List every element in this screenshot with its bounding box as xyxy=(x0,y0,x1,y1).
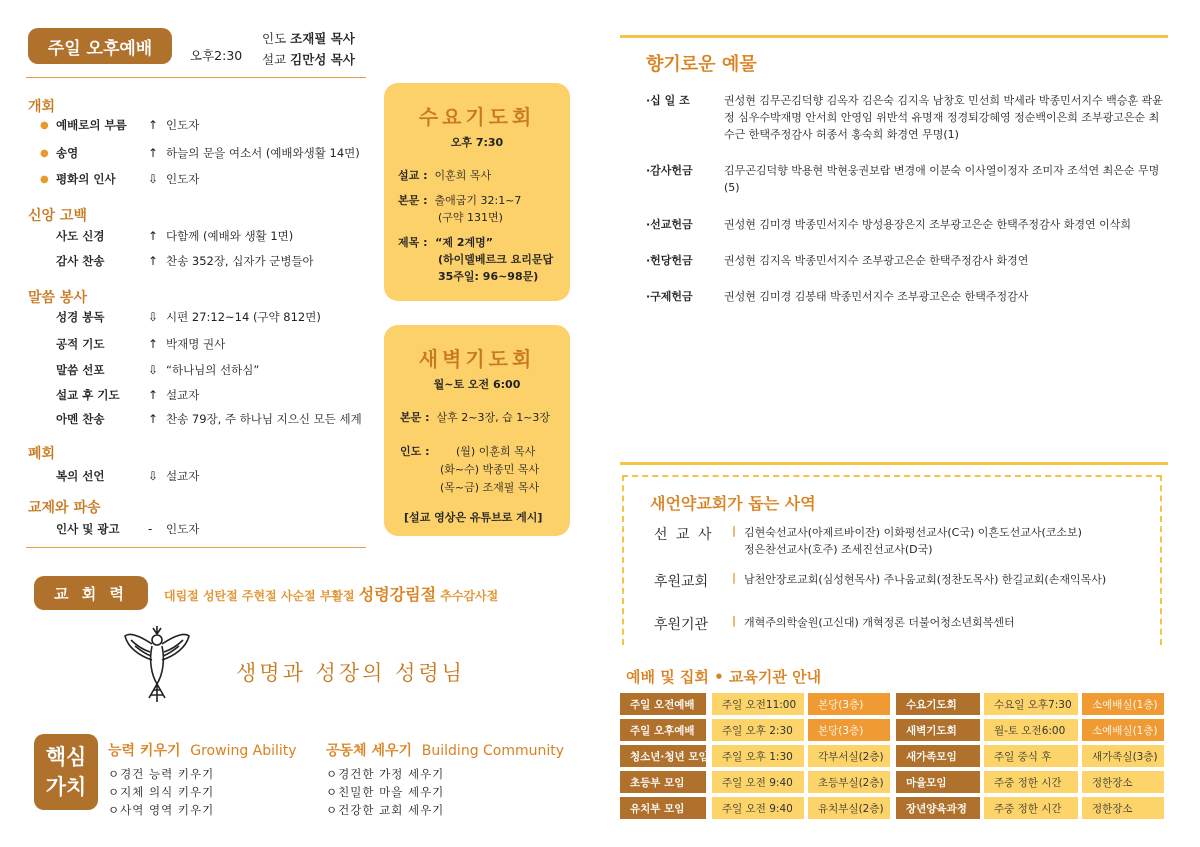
calendar-seasons: 대림절 성탄절 주현절 사순절 부활절 성령강림절 추수감사절 xyxy=(164,585,499,604)
guide-cell: 주일 오전 9:40 xyxy=(712,771,804,793)
guide-cell: 주일 오후 1:30 xyxy=(712,745,804,767)
guide-cell: 주일 오후예배 xyxy=(620,719,706,741)
mission-row-institutions: 후원기관 | 개혁주의학술원(고신대) 개혁정론 더불어청소년회복센터 xyxy=(654,614,1015,633)
guide-cell: 주일 오후 2:30 xyxy=(712,719,804,741)
dawn-lead-1: (월) 이훈희 목사 xyxy=(456,445,536,458)
offering-row: ·선교헌금 권성현 김미경 박종민서지수 방성용장은지 조부광고은순 한택주정감사 화경연 이삭희 xyxy=(646,218,1132,231)
guide-cell: 월-토 오전6:00 xyxy=(984,719,1078,741)
order-row: ● 예배로의 부름 ↑ 인도자 xyxy=(40,118,200,132)
order-row: ● 평화의 인사 ⇩ 인도자 xyxy=(40,172,200,186)
guide-cell: 장년양육과정 xyxy=(896,797,980,819)
offering-row: ·구제헌금 권성현 김미경 김봉태 박종민서지수 조부광고은순 한택주정감사 xyxy=(646,290,1029,303)
section-opening: 개회 xyxy=(28,99,56,115)
mission-row-churches: 후원교회 | 남천안장로교회(심성현목사) 주나움교회(정찬도목사) 한길교회(손재익목사) xyxy=(654,571,1107,590)
guide-cell: 주일 오전 9:40 xyxy=(712,797,804,819)
offering-row: ·감사헌금 김무곤김덕향 박용현 박현웅권보람 변경애 이분숙 이사열이정자 조미자 조석연 최은순 무명(5) xyxy=(646,164,1160,194)
offerings-title: 향기로운 예물 xyxy=(646,54,757,75)
guide-cell: 새가족모임 xyxy=(896,745,980,767)
wednesday-text: 본문 : 출애굽기 32:1~7 xyxy=(398,194,522,207)
dawn-text: 본문 : 살후 2~3장, 습 1~3장 xyxy=(400,411,551,424)
dawn-lead-label: 인도 : xyxy=(400,445,430,458)
dawn-time: 월~토 오전 6:00 xyxy=(433,378,521,391)
order-row: 성경 봉독 ⇩ 시편 27:12~14 (구약 812면) xyxy=(56,310,321,324)
core-values-title: 핵심 가치 xyxy=(34,734,98,810)
calendar-current-season: 성령강림절 xyxy=(358,585,437,604)
missions-title: 새언약교회가 돕는 사역 xyxy=(650,494,816,513)
guide-cell: 초등부 모임 xyxy=(620,771,706,793)
sunday-pm-leaders: 인도 조재필 목사 설교 김만성 목사 xyxy=(262,31,355,67)
section-closing: 폐회 xyxy=(28,446,56,462)
mission-row-missionaries: 선 교 사 | 김현숙선교사(아제르바이잔) 이화평선교사(C국) 이흔도선교사(코소보) 정은찬선교사(호주) 조세진선교사(D국) xyxy=(654,524,1082,556)
order-row: 사도 신경 ↑ 다함께 (예배와 생활 1면) xyxy=(56,229,294,243)
wednesday-preacher: 설교 : 이훈희 목사 xyxy=(398,169,492,182)
guide-cell: 수요기도회 xyxy=(896,693,980,715)
dawn-notice: [설교 영상은 유튜브로 게시] xyxy=(404,511,543,524)
dawn-lead-2: (화~수) 박종민 목사 xyxy=(440,463,540,476)
guide-cell: 주일 오전11:00 xyxy=(712,693,804,715)
order-row: 아멘 찬송 ↑ 찬송 79장, 주 하나님 지으신 모든 세계 xyxy=(56,412,362,426)
guide-cell: 마을모임 xyxy=(896,771,980,793)
wednesday-topic-3: 35주일: 96~98문) xyxy=(438,270,539,283)
guide-cell: 초등부실(2층) xyxy=(808,771,890,793)
sunday-pm-title: 주일 오후예배 xyxy=(28,28,172,64)
offering-row: ·십 일 조 권성현 김무곤김덕향 김옥자 김은숙 김지옥 남창호 민선희 박세라 박종민서지수 백승훈 곽윤정 심우수박재명 안서희 안영임 위반석 유명재 정경퇴강혜영 정순백이은희 조부광고은순 최수근 한택주정감사 허종서 홍숙희 화경연 무명(1) xyxy=(646,94,1163,141)
calendar-slogan: 생명과 성장의 성령님 xyxy=(236,661,465,685)
guide-cell: 주중 정한 시간 xyxy=(984,771,1078,793)
guide-cell: 청소년·청년 모임 xyxy=(620,745,706,767)
section-word: 말씀 봉사 xyxy=(28,290,87,306)
section-fellowship: 교제와 파송 xyxy=(28,500,101,516)
wednesday-topic-2: (하이델베르크 요리문답 xyxy=(438,253,554,266)
wednesday-text-2: (구약 131면) xyxy=(438,211,503,224)
guide-cell: 정한장소 xyxy=(1082,771,1164,793)
dawn-title: 새벽기도회 xyxy=(418,347,536,371)
order-row: 말씀 선포 ⇩ “하나님의 선하심” xyxy=(56,363,260,377)
dawn-lead-3: (목~금) 조재필 목사 xyxy=(440,481,540,494)
offering-row: ·헌당헌금 권성현 김지옥 박종민서지수 조부광고은순 한택주정감사 화경연 xyxy=(646,254,1029,267)
guide-cell: 주일 중식 후 xyxy=(984,745,1078,767)
guide-cell: 본당(3층) xyxy=(808,693,890,715)
guide-cell: 유치부실(2층) xyxy=(808,797,890,819)
core-col-2: 공동체 세우기 Building Community ㅇ경건한 가정 세우기 ㅇ친밀한 마을 세우기 ㅇ건강한 교회 세우기 xyxy=(326,743,565,817)
guide-cell: 주일 오전예배 xyxy=(620,693,706,715)
order-row: 설교 후 기도 ↑ 설교자 xyxy=(56,388,200,402)
order-row: ● 송영 ↑ 하늘의 문을 여소서 (예배와생활 14면) xyxy=(40,146,360,160)
core-col-1: 능력 키우기 Growing Ability ㅇ경건 능력 키우기 ㅇ지체 의식 키우기 ㅇ사역 영역 키우기 xyxy=(108,743,297,817)
guide-cell: 소예배실(1층) xyxy=(1082,719,1164,741)
guide-cell: 새벽기도회 xyxy=(896,719,980,741)
calendar-title: 교 회 력 xyxy=(34,576,148,610)
order-row: 감사 찬송 ↑ 찬송 352장, 십자가 군병들아 xyxy=(56,254,314,268)
wednesday-topic: 제목 : “제 2계명” xyxy=(398,236,493,249)
guide-cell: 주중 정한 시간 xyxy=(984,797,1078,819)
guide-cell: 새가족실(3층) xyxy=(1082,745,1164,767)
guide-cell: 수요일 오후7:30 xyxy=(984,693,1078,715)
order-row: 인사 및 광고 - 인도자 xyxy=(56,522,200,536)
wednesday-title: 수요기도회 xyxy=(418,105,536,129)
section-confession: 신앙 고백 xyxy=(28,208,87,224)
sunday-pm-time: 오후2:30 xyxy=(190,48,243,63)
order-row: 공적 기도 ↑ 박재명 권사 xyxy=(56,337,226,351)
guide-cell: 본당(3층) xyxy=(808,719,890,741)
guide-title: 예배 및 집회 • 교육기관 안내 xyxy=(626,668,822,686)
guide-cell: 유치부 모임 xyxy=(620,797,706,819)
wednesday-time: 오후 7:30 xyxy=(450,136,504,149)
order-row: 복의 선언 ⇩ 설교자 xyxy=(56,469,200,483)
guide-cell: 소예배실(1층) xyxy=(1082,693,1164,715)
guide-cell: 정한장소 xyxy=(1082,797,1164,819)
guide-cell: 각부서실(2층) xyxy=(808,745,890,767)
